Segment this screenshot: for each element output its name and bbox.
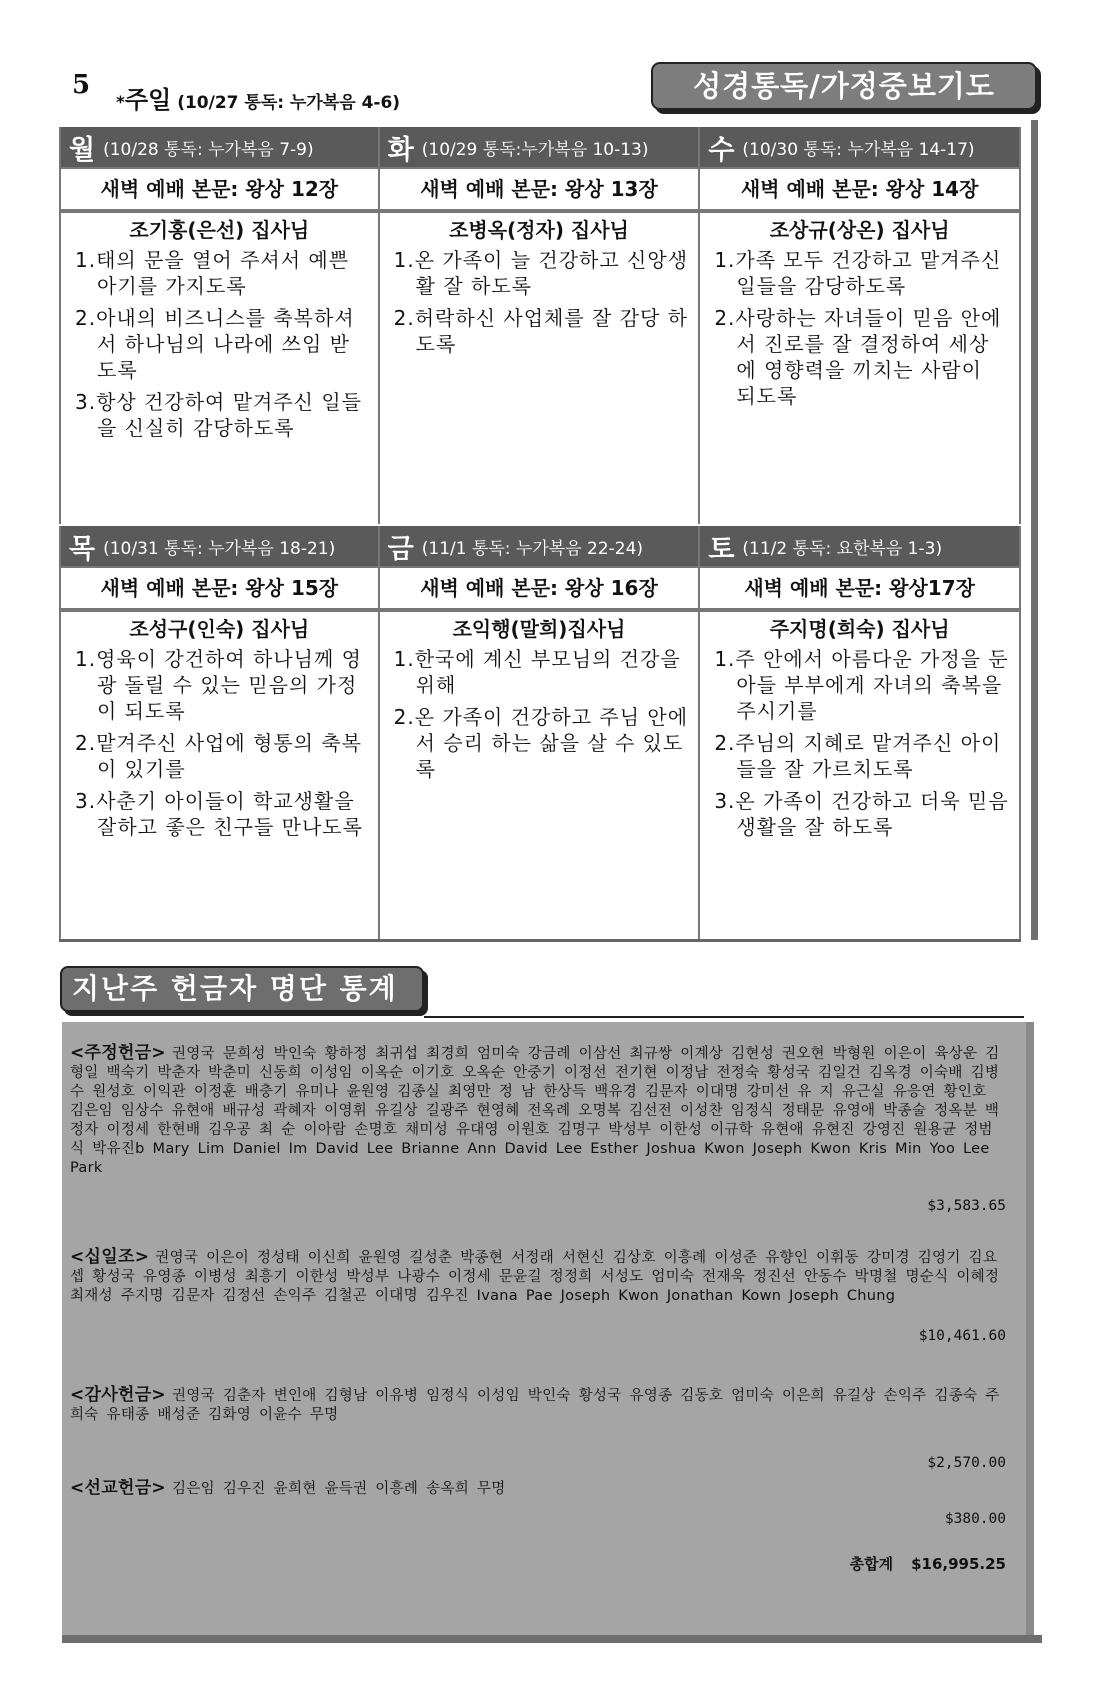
group-label: <감사헌금> xyxy=(70,1385,166,1405)
day-card-thu xyxy=(59,526,380,939)
family-name: 조병옥(정자) 집사님 xyxy=(380,211,699,243)
day-header xyxy=(380,526,699,566)
sermon-text: 새벽 예배 본문: 왕상 15장 xyxy=(61,566,378,610)
prayer-item: 1.영육이 강건하여 하나님께 영광 돌릴 수 있는 믿음의 가정이 되도록 xyxy=(75,647,362,723)
offering-section-title: 지난주 헌금자 명단 통계 xyxy=(60,966,424,1012)
day-label: 목 xyxy=(69,533,96,565)
donor-names: 권영국 이은이 정성태 이신희 윤원영 길성춘 박종현 서정래 서현신 김상호 이흥례 이성준 유향인 이휘동 강미경 김영기 김요셉 황성국 유영종 이병성 최흥기 이한성 박성부 나광수 이정세 문윤길 정정희 서성도 엄미숙 전재욱 정진선 안동수 박명철 명순식 이혜정 최재성 주지명 김문자 김정선 손익주 김철곤 이대명 김우진 Ivana Pae Joseph Kwon Jonathan Kown Joseph Chung xyxy=(70,1250,1000,1304)
family-name: 조상규(상온) 집사님 xyxy=(700,211,1019,243)
donor-names: 권영국 김춘자 변인애 김형남 이유병 임정식 이성임 박인숙 황성국 유영종 김동호 엄미숙 이은희 유길상 손익주 김종숙 주희숙 유태종 배성준 김화영 이윤수 무명 xyxy=(70,1388,1000,1423)
day-header xyxy=(700,127,1019,167)
prayer-item: 3.온 가족이 건강하고 더욱 믿음 생활을 잘 하도록 xyxy=(714,789,1009,839)
prayer-item: 2.온 가족이 건강하고 주님 안에서 승리 하는 삶을 살 수 있도록 xyxy=(393,705,689,781)
family-name: 조성구(인숙) 집사님 xyxy=(61,610,378,642)
total-label: 총합계 xyxy=(849,1555,894,1573)
prayer-list xyxy=(380,642,699,782)
offering-group-tithe xyxy=(70,1248,1006,1306)
sermon-text: 새벽 예배 본문: 왕상 12장 xyxy=(61,167,378,211)
page-title: 성경통독/가정중보기도 xyxy=(651,62,1037,110)
total-amount: $16,995.25 xyxy=(911,1555,1006,1573)
prayer-item: 1.주 안에서 아름다운 가정을 둔 아들 부부에게 자녀의 축복을 주시기를 xyxy=(714,647,1009,723)
donor-names: 김은임 김우진 윤희현 윤득권 이흥례 송옥희 무명 xyxy=(171,1481,506,1497)
section-divider xyxy=(424,1016,1024,1018)
group-amount: $2,570.00 xyxy=(927,1455,1006,1471)
day-label: 금 xyxy=(387,533,414,565)
day-body xyxy=(700,211,1019,524)
group-label: <주정헌금> xyxy=(70,1043,166,1063)
prayer-item: 3.사춘기 아이들이 학교생활을 잘하고 좋은 친구들 만나도록 xyxy=(75,789,363,839)
panel-bottom-shadow xyxy=(62,1635,1042,1643)
prayer-list xyxy=(61,243,378,441)
day-card-wed xyxy=(700,127,1021,524)
day-label: 월 xyxy=(69,134,96,166)
group-label: <십일조> xyxy=(70,1247,150,1267)
day-header xyxy=(380,127,699,167)
day-reading: (11/1 통독: 누가복음 22-24) xyxy=(421,538,644,559)
week-row-1 xyxy=(59,127,1021,524)
prayer-list xyxy=(61,642,378,840)
day-reading: (10/31 통독: 누가복음 18-21) xyxy=(103,538,336,559)
family-name: 조익행(말희)집사님 xyxy=(380,610,699,642)
offering-group-weekly xyxy=(70,1044,1006,1178)
group-label: <선교헌금> xyxy=(70,1478,166,1498)
offering-donor-panel xyxy=(62,1022,1034,1635)
day-header xyxy=(700,526,1019,566)
offering-group-thanks xyxy=(70,1386,1006,1425)
day-reading: (10/28 통독: 누가복음 7-9) xyxy=(103,139,314,160)
group-amount: $3,583.65 xyxy=(927,1198,1006,1214)
day-card-mon xyxy=(59,127,380,524)
prayer-list xyxy=(380,243,699,357)
donor-names: 권영국 문희성 박인숙 황하정 최귀섭 최경희 엄미숙 강금례 이삼선 최규쌍 이계상 김현성 권오현 박형원 이은이 육상운 김형일 백숙기 박춘자 박춘미 신동희 이성임 이옥순 이기호 오옥순 안중기 이정선 전기현 이정남 전정숙 황성국 김일건 김옥경 이숙배 김병수 원성호 이익관 이정훈 배충기 유미나 윤원영 김종실 최영만 정 남 한상득 백유경 김문자 이대명 강미선 유 지 유근실 유응연 황인호 김은임 임상수 유현애 배규성 곽혜자 이영휘 유길상 길광주 현영혜 전옥례 오명복 김선전 이성찬 임정식 정태문 유영애 박종술 정옥분 백정자 이정세 한현배 김우공 최 순 이아람 손명호 채미성 유대영 이원호 김명구 박성부 이한성 이규학 유현애 유현진 강영진 원용균 정범식 박유진b Mary Lim Daniel Im David Lee Brianne Ann David Lee Esther Joshua Kwon Joseph Kwon Kris Min Yoo Lee Park xyxy=(70,1046,1000,1176)
prayer-schedule-grid xyxy=(59,127,1021,942)
day-body xyxy=(61,211,378,524)
page-number: 5 xyxy=(72,70,91,100)
day-body xyxy=(380,610,699,939)
family-name: 조기홍(은선) 집사님 xyxy=(61,211,378,243)
sunday-mark: * xyxy=(116,93,125,113)
prayer-item: 2.사랑하는 자녀들이 믿음 안에서 진로를 잘 결정하여 세상에 영향력을 끼치는 사람이 되도록 xyxy=(714,306,1002,408)
day-label: 수 xyxy=(708,134,735,166)
sunday-reading: (10/27 통독: 누가복음 4-6) xyxy=(177,93,401,113)
day-body xyxy=(61,610,378,939)
week-row-2 xyxy=(59,526,1021,942)
prayer-item: 1.가족 모두 건강하고 맡겨주신 일들을 감당하도록 xyxy=(714,248,1002,298)
offering-total xyxy=(70,1553,1006,1574)
group-amount: $10,461.60 xyxy=(918,1328,1006,1344)
sunday-label: 주일 xyxy=(124,86,172,114)
day-body xyxy=(380,211,699,524)
day-reading: (11/2 통독: 요한복음 1-3) xyxy=(742,538,943,559)
day-reading: (10/30 통독: 누가복음 14-17) xyxy=(742,139,975,160)
prayer-item: 1.한국에 계신 부모님의 건강을 위해 xyxy=(393,647,681,697)
prayer-item: 1.태의 문을 열어 주셔서 예쁜 아기를 가지도록 xyxy=(75,248,350,298)
prayer-item: 2.주님의 지혜로 맡겨주신 아이들을 잘 가르치도록 xyxy=(714,731,1002,781)
day-header xyxy=(61,127,378,167)
prayer-item: 2.아내의 비즈니스를 축복하셔서 하나님의 나라에 쓰임 받도록 xyxy=(75,306,355,382)
prayer-list xyxy=(700,243,1019,409)
sunday-reading-line xyxy=(116,80,400,115)
day-card-sat xyxy=(700,526,1021,939)
prayer-list xyxy=(700,642,1019,840)
sermon-text: 새벽 예배 본문: 왕상 14장 xyxy=(700,167,1019,211)
prayer-item: 2.맡겨주신 사업에 형통의 축복이 있기를 xyxy=(75,731,362,781)
day-label: 토 xyxy=(708,533,735,565)
sermon-text: 새벽 예배 본문: 왕상 13장 xyxy=(380,167,699,211)
offering-group-mission xyxy=(70,1479,1006,1499)
day-header xyxy=(61,526,378,566)
day-label: 화 xyxy=(387,134,414,166)
right-rule-decoration xyxy=(1031,120,1038,940)
prayer-item: 3.항상 건강하여 맡겨주신 일들을 신실히 감당하도록 xyxy=(75,390,362,440)
prayer-item: 1.온 가족이 늘 건강하고 신앙생활 잘 하도록 xyxy=(393,248,689,298)
day-body xyxy=(700,610,1019,939)
sermon-text: 새벽 예배 본문: 왕상17장 xyxy=(700,566,1019,610)
prayer-item: 2.허락하신 사업체를 잘 감당 하도록 xyxy=(393,306,689,356)
sermon-text: 새벽 예배 본문: 왕상 16장 xyxy=(380,566,699,610)
day-card-tue xyxy=(380,127,701,524)
group-amount: $380.00 xyxy=(944,1511,1006,1527)
day-card-fri xyxy=(380,526,701,939)
family-name: 주지명(희숙) 집사님 xyxy=(700,610,1019,642)
day-reading: (10/29 통독:누가복음 10-13) xyxy=(421,139,649,160)
